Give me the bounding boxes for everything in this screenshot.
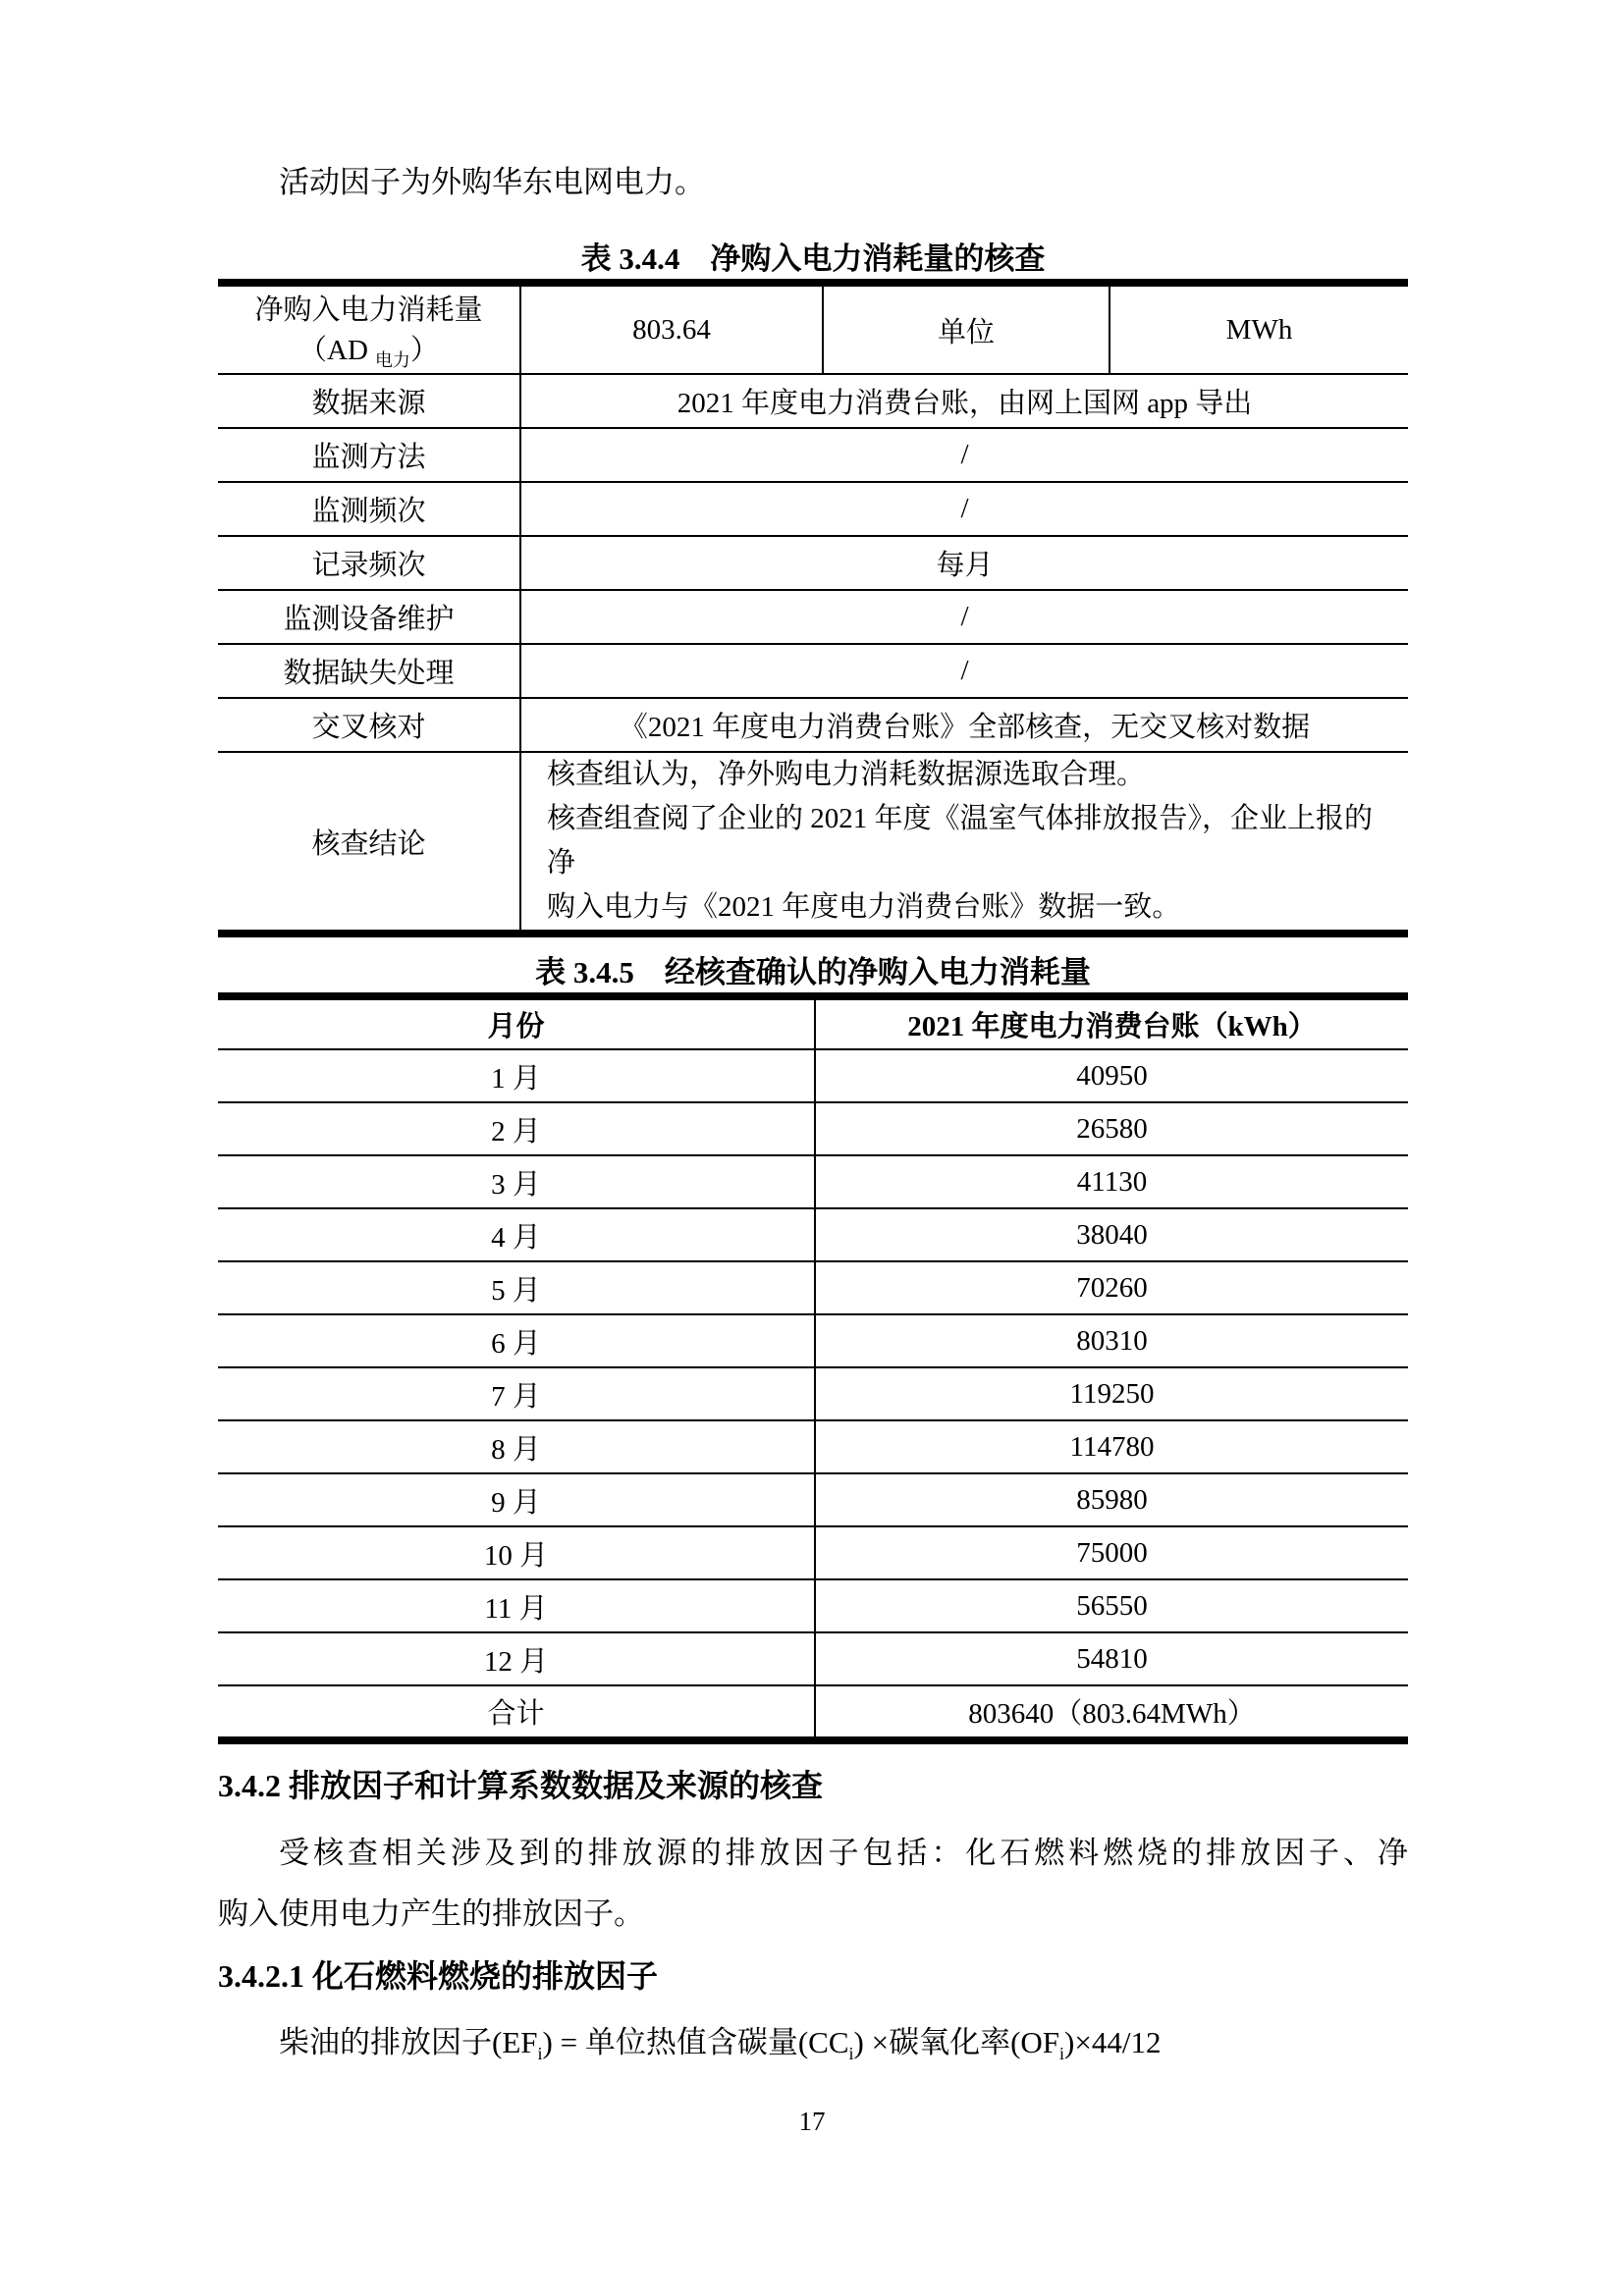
- label-post: ）: [409, 335, 439, 367]
- conclusion-text: [520, 752, 1408, 934]
- emission-factor-formula: [218, 2021, 1408, 2075]
- total-row: [218, 1685, 1408, 1740]
- row-label: 核查结论: [218, 752, 520, 934]
- table-row: [218, 374, 1408, 428]
- formula-part1: 柴油的排放因子(EF: [279, 2025, 538, 2059]
- value-cell: 70260: [1076, 1271, 1148, 1304]
- month-cell: 7 月: [218, 1367, 815, 1420]
- row-value: /: [960, 601, 969, 632]
- value-cell: 85980: [1076, 1483, 1148, 1516]
- month-cell: 5 月: [218, 1261, 815, 1314]
- table-row: [218, 1420, 1408, 1473]
- row-label: 监测频次: [218, 482, 520, 536]
- row-value: /: [960, 493, 969, 524]
- label-pre: （AD: [298, 335, 368, 367]
- month-cell: 1 月: [218, 1049, 815, 1102]
- unit-label: 单位: [823, 283, 1110, 374]
- month-cell: 9 月: [218, 1473, 815, 1526]
- row-label: 数据来源: [218, 374, 520, 428]
- month-cell: 3 月: [218, 1155, 815, 1208]
- value-cell: 56550: [1076, 1589, 1148, 1622]
- table-row: [218, 698, 1408, 752]
- formula-sub1: i: [537, 2044, 543, 2064]
- value-cell: 75000: [1076, 1536, 1148, 1569]
- month-cell: 10 月: [218, 1526, 815, 1579]
- total-label: 合计: [218, 1685, 815, 1740]
- table-344: [218, 279, 1408, 937]
- table-row: [218, 1632, 1408, 1685]
- table-row: [218, 283, 1408, 374]
- page-number: 17: [798, 2107, 826, 2136]
- table-row: [218, 590, 1408, 644]
- row-label: 数据缺失处理: [218, 644, 520, 698]
- formula-sub2: i: [848, 2044, 854, 2064]
- month-cell: 8 月: [218, 1420, 815, 1473]
- table-row: [218, 1367, 1408, 1420]
- table-345: [218, 992, 1408, 1744]
- value-cell: 41130: [1076, 1165, 1148, 1198]
- table-row: [218, 482, 1408, 536]
- row-label: 监测设备维护: [218, 590, 520, 644]
- month-column-header: 月份: [218, 996, 815, 1049]
- value-cell: 40950: [1076, 1059, 1148, 1092]
- row-value: /: [960, 439, 969, 470]
- value-cell: 119250: [1069, 1377, 1155, 1410]
- table-344-title: 表 3.4.4 净购入电力消耗量的核查: [580, 241, 1046, 276]
- table-row: [218, 1526, 1408, 1579]
- table-header-row: [218, 996, 1408, 1049]
- formula-part4: )×44/12: [1064, 2025, 1162, 2059]
- row-value: 每月: [936, 550, 994, 581]
- section-heading-342: 3.4.2 排放因子和计算系数数据及来源的核查: [218, 1768, 824, 1803]
- table-row: [218, 1579, 1408, 1632]
- quantity-value: 803.64: [520, 283, 823, 374]
- conclusion-line1: 核查组认为，净外购电力消耗数据源选取合理。: [547, 759, 1146, 790]
- conclusion-line2: 核查组查阅了企业的 2021 年度《温室气体排放报告》，企业上报的净: [547, 803, 1374, 879]
- row-label: 监测方法: [218, 428, 520, 482]
- row-value: 《2021 年度电力消费台账》全部核查，无交叉核对数据: [619, 712, 1311, 743]
- conclusion-row: [218, 752, 1408, 934]
- table-row: [218, 644, 1408, 698]
- table-row: [218, 1102, 1408, 1155]
- month-cell: 12 月: [218, 1632, 815, 1685]
- value-cell: 80310: [1076, 1324, 1148, 1357]
- value-column-header: 2021 年度电力消费台账（kWh）: [907, 1011, 1317, 1042]
- month-cell: 11 月: [218, 1579, 815, 1632]
- table-345-title: 表 3.4.5 经核查确认的净购入电力消耗量: [535, 955, 1091, 989]
- row-label: 交叉核对: [218, 698, 520, 752]
- value-cell: 114780: [1069, 1430, 1155, 1463]
- total-value: 803640（803.64MWh）: [968, 1698, 1256, 1730]
- table-row: [218, 428, 1408, 482]
- formula-part2: ) = 单位热值含碳量(CC: [542, 2025, 849, 2059]
- label-line1: 净购入电力消耗量: [254, 294, 483, 327]
- paragraph-line1: 受核查相关涉及到的排放源的排放因子包括：化石燃料燃烧的排放因子、净: [279, 1836, 1408, 1870]
- paragraph-line2: 购入使用电力产生的排放因子。: [218, 1896, 644, 1931]
- unit-value: MWh: [1225, 313, 1293, 346]
- table-row: [218, 1208, 1408, 1261]
- table-row: [218, 536, 1408, 590]
- row-label: 记录频次: [218, 536, 520, 590]
- table-row: [218, 1473, 1408, 1526]
- row-label: [218, 283, 520, 374]
- table-row: [218, 1155, 1408, 1208]
- value-cell: 38040: [1076, 1218, 1148, 1251]
- intro-paragraph: 活动因子为外购华东电网电力。: [279, 165, 705, 199]
- month-cell: 6 月: [218, 1314, 815, 1367]
- table-row: [218, 1049, 1408, 1102]
- month-cell: 2 月: [218, 1102, 815, 1155]
- formula-sub3: i: [1059, 2044, 1065, 2064]
- table-row: [218, 1314, 1408, 1367]
- section-paragraph: [218, 1823, 1408, 1945]
- conclusion-line3: 购入电力与《2021 年度电力消费台账》数据一致。: [547, 891, 1181, 923]
- row-value: /: [960, 655, 969, 686]
- formula-part3: ) ×碳氧化率(OF: [853, 2025, 1060, 2059]
- row-value: 2021 年度电力消费台账，由网上国网 app 导出: [677, 388, 1253, 419]
- table-row: [218, 1261, 1408, 1314]
- label-line2: [218, 328, 519, 372]
- month-cell: 4 月: [218, 1208, 815, 1261]
- section-heading-3421: 3.4.2.1 化石燃料燃烧的排放因子: [218, 1958, 659, 1994]
- value-cell: 26580: [1076, 1112, 1148, 1145]
- value-cell: 54810: [1076, 1642, 1148, 1675]
- label-subscript: 电力: [374, 349, 410, 370]
